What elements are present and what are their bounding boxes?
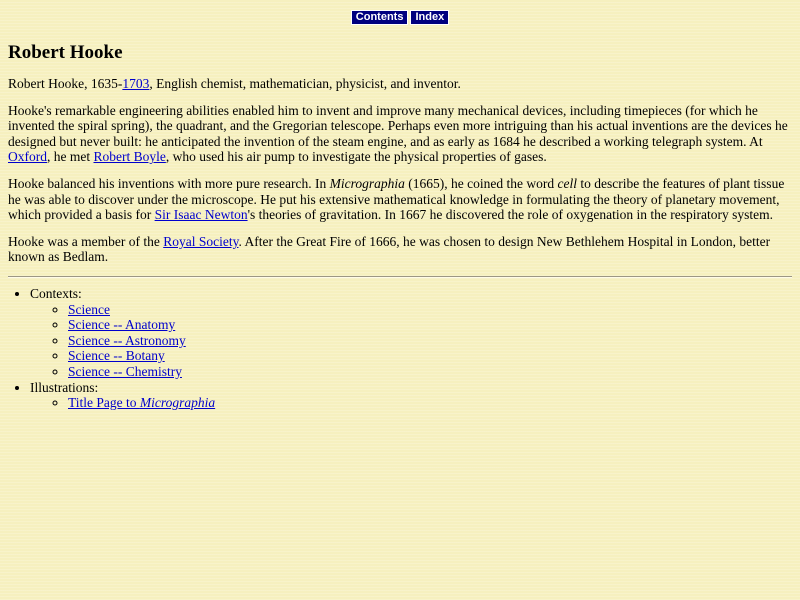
related-list <box>8 286 792 411</box>
illustration-link-italic: Micrographia <box>139 395 216 411</box>
index-button[interactable]: Index <box>410 10 449 25</box>
research-text: Hooke balanced his inventions with more pure research. In <box>8 175 330 191</box>
year-1703-link[interactable]: 1703 <box>122 76 150 91</box>
engineering-text-2: , he met <box>47 149 94 165</box>
engineering-text: Hooke's remarkable engineering abilities enabled him to invent and improve many mechanical devices, including timepieces (for which he invented the spiral spring), the quadrant, and the Gregorian telescope. Perhaps even more intriguing than his actual inventions are the devices he designed but never built: he anticipated the invention of the steam engine, and as early as 1684 he described a working telegraph system. At <box>8 102 788 149</box>
list-item <box>68 364 792 380</box>
list-item <box>68 317 792 333</box>
cell-word: cell <box>557 175 577 191</box>
divider <box>8 276 792 278</box>
context-botany-link[interactable]: Science -- Botany <box>68 348 165 364</box>
society-text-2: . After the Great Fire of 1666, he was chosen to design New Bethlehem Hospital in London, better known as Bedlam. <box>8 233 771 265</box>
contexts-item <box>30 286 792 380</box>
illustrations-list <box>30 395 792 411</box>
context-chemistry-link[interactable]: Science -- Chemistry <box>68 363 182 379</box>
research-text-4: 's theories of gravitation. In 1667 he discovered the role of oxygenation in the respiratory system. <box>247 207 773 223</box>
society-text: Hooke was a member of the <box>8 233 164 249</box>
illustration-link-text: Title Page to <box>68 395 140 411</box>
list-item <box>68 395 792 411</box>
robert-boyle-link[interactable]: Robert Boyle <box>93 149 166 165</box>
oxford-link[interactable]: Oxford <box>8 149 47 165</box>
context-astronomy-link[interactable]: Science -- Astronomy <box>68 332 186 348</box>
intro-text: Robert Hooke, 1635- <box>8 76 123 91</box>
micrographia-title: Micrographia <box>329 175 405 191</box>
page-title: Robert Hooke <box>8 42 123 63</box>
royal-society-paragraph <box>8 234 792 265</box>
research-text-2: (1665), he coined the word <box>404 175 558 191</box>
isaac-newton-link[interactable]: Sir Isaac Newton <box>154 207 248 223</box>
list-item <box>68 302 792 318</box>
title-page-micrographia-link[interactable] <box>68 395 215 410</box>
research-paragraph <box>8 176 792 223</box>
contexts-list <box>30 302 792 380</box>
intro-paragraph <box>8 76 792 92</box>
royal-society-link[interactable]: Royal Society <box>163 233 239 249</box>
engineering-text-3: , who used his air pump to investigate the physical properties of gases. <box>165 149 547 165</box>
contexts-label: Contexts: <box>30 285 82 301</box>
research-text-3: to describe the features of plant tissue he was able to discover under the microscope. He put his extensive mathematical knowledge in formulating the theory of planetary movement, which provided a basis for <box>8 175 785 223</box>
context-science-link[interactable]: Science <box>68 301 110 317</box>
list-item <box>68 333 792 349</box>
list-item <box>68 348 792 364</box>
top-nav <box>8 0 792 24</box>
engineering-paragraph <box>8 103 792 165</box>
intro-suffix: , English chemist, mathematician, physicist, and inventor. <box>149 76 461 91</box>
context-anatomy-link[interactable]: Science -- Anatomy <box>68 317 176 333</box>
illustrations-item <box>30 380 792 411</box>
contents-button[interactable]: Contents <box>351 10 409 25</box>
illustrations-label: Illustrations: <box>30 379 99 395</box>
